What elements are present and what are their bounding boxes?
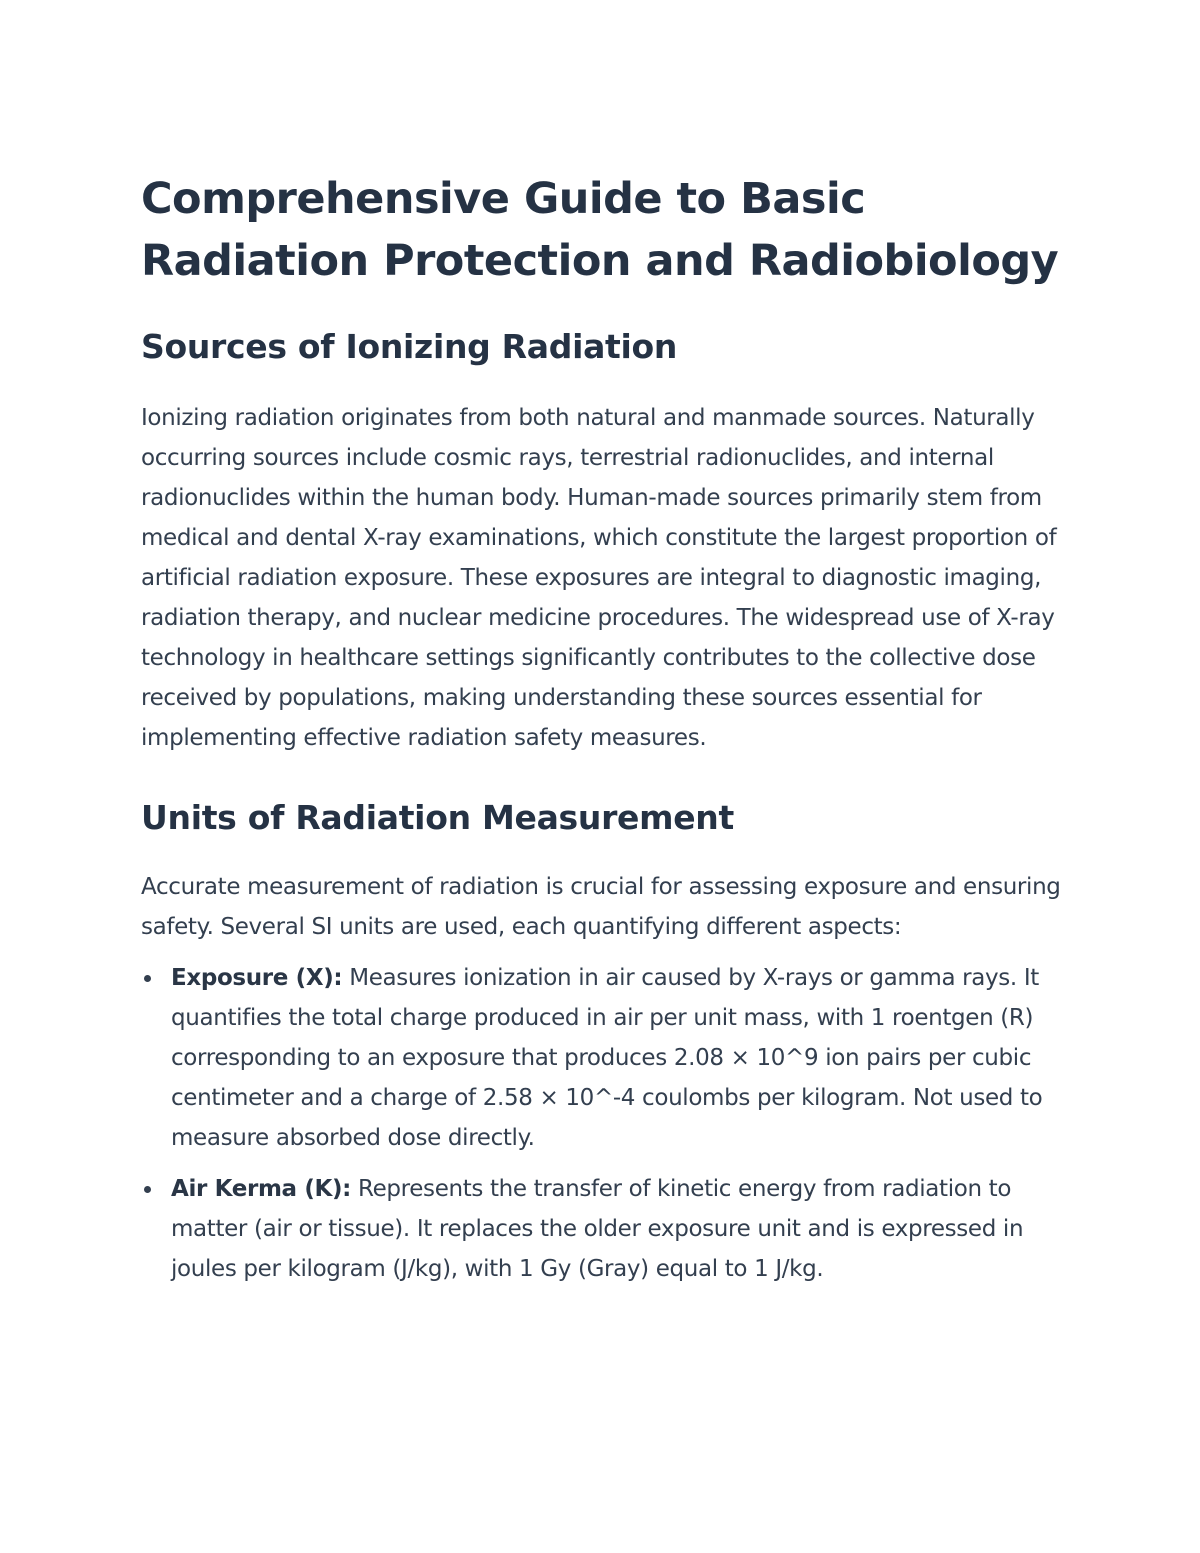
document-title: Comprehensive Guide to Basic Radiation Protection and Radiobiology (141, 174, 1059, 286)
list-item-text: Represents the transfer of kinetic energy from radiation to matter (air or tissue). It replaces the older exposure unit and is expressed in joules per kilogram (J/kg), with 1 Gy (Gray) equal to 1 J/kg. (171, 1176, 1024, 1282)
document-page (141, 168, 1071, 1300)
units-list (141, 958, 1071, 1289)
section-heading-sources: Sources of Ionizing Radiation (141, 327, 678, 366)
list-item-air-kerma (141, 1169, 1071, 1289)
section-paragraph-sources: Ionizing radiation originates from both natural and manmade sources. Naturally occurring sources include cosmic rays, terrestrial radionuclides, and internal radionuclides within the human body. Human-made sources primarily stem from medical and dental X-ray examinations, which constitute the largest proportion of artificial radiation exposure. These exposures are integral to diagnostic imaging, radiation therapy, and nuclear medicine procedures. The widespread use of X-ray technology in healthcare settings significantly contributes to the collective dose received by populations, making understanding these sources essential for implementing effective radiation safety measures. (141, 405, 1057, 751)
list-item-exposure (141, 958, 1071, 1158)
bullet-icon (144, 1186, 151, 1193)
list-item-term: Exposure (X): (171, 965, 343, 991)
section-paragraph-units: Accurate measurement of radiation is crucial for assessing exposure and ensuring safety. Several SI units are used, each quantifying different aspects: (141, 874, 1061, 940)
bullet-icon (144, 975, 151, 982)
section-heading-units: Units of Radiation Measurement (141, 798, 734, 837)
list-item-text: Measures ionization in air caused by X-rays or gamma rays. It quantifies the total charge produced in air per unit mass, with 1 roentgen (R) corresponding to an exposure that produces 2.08 × 10^9 ion pairs per cubic centimeter and a charge of 2.58 × 10^-4 coulombs per kilogram. Not used to measure absorbed dose directly. (171, 965, 1043, 1151)
list-item-term: Air Kerma (K): (171, 1176, 352, 1202)
